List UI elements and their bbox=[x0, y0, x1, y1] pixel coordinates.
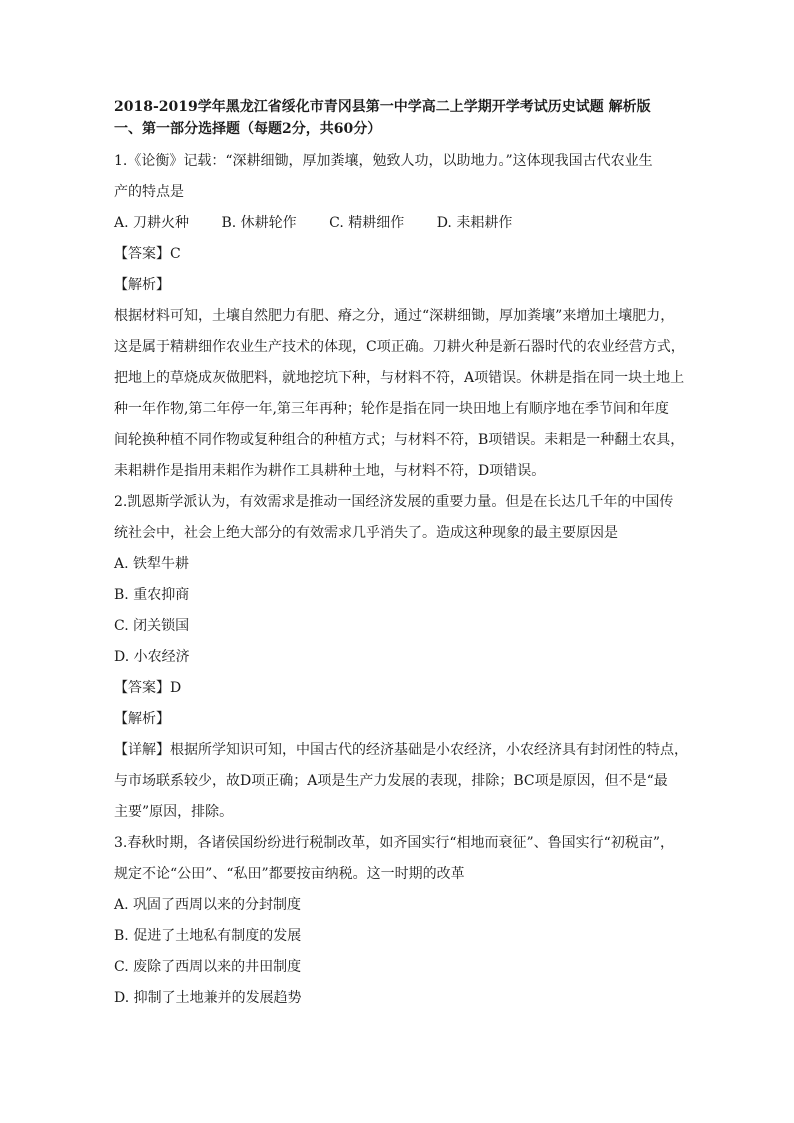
question-1 bbox=[114, 146, 686, 487]
question-2 bbox=[114, 487, 686, 828]
option-b: B. 休耕轮作 bbox=[221, 215, 297, 231]
analysis-line: 这是属于精耕细作农业生产技术的体现，C项正确。刀耕火种是新石器时代的农业经营方式， bbox=[114, 339, 685, 355]
option-c: C. 闭关锁国 bbox=[114, 618, 190, 634]
option-d: D. 抑制了土地兼并的发展趋势 bbox=[114, 990, 302, 1006]
stem-line: 3.春秋时期，各诸侯国纷纷进行税制改革，如齐国实行“相地而衰征”、鲁国实行“初税亩”， bbox=[114, 835, 674, 851]
option-d: D. 小农经济 bbox=[114, 649, 190, 665]
question-1-analysis-label: 【解析】 bbox=[114, 277, 170, 293]
analysis-line: 种一年作物,第二年停一年,第三年再种；轮作是指在同一块田地上有顺序地在季节间和年度 bbox=[114, 401, 669, 417]
analysis-line: 主要”原因，排除。 bbox=[114, 804, 234, 820]
stem-line: 1.《论衡》记载：“深耕细锄，厚加粪壤，勉致人功，以助地力。”这体现我国古代农业生 bbox=[114, 153, 653, 169]
question-2-analysis-label: 【解析】 bbox=[114, 711, 170, 727]
stem-line: 规定不论“公田”、“私田”都要按亩纳税。这一时期的改革 bbox=[114, 866, 465, 882]
analysis-line: 根据材料可知，土壤自然肥力有肥、瘠之分，通过“深耕细锄，厚加粪壤”来增加土壤肥力， bbox=[114, 308, 675, 324]
option-b: B. 重农抑商 bbox=[114, 587, 190, 603]
option-c: C. 废除了西周以来的井田制度 bbox=[114, 959, 302, 975]
section-heading: 一、第一部分选择题（每题2分，共60分） bbox=[114, 121, 382, 137]
stem-line: 统社会中，社会上绝大部分的有效需求几乎消失了。造成这种现象的最主要原因是 bbox=[114, 525, 618, 541]
option-c: C. 精耕细作 bbox=[329, 215, 405, 231]
option-d: D. 耒耜耕作 bbox=[436, 215, 513, 231]
stem-line: 产的特点是 bbox=[114, 184, 184, 200]
option-a: A. 巩固了西周以来的分封制度 bbox=[114, 897, 302, 913]
analysis-line: 间轮换种植不同作物或复种组合的种植方式；与材料不符，B项错误。耒耜是一种翻土农具， bbox=[114, 432, 685, 448]
question-2-analysis bbox=[114, 735, 686, 828]
question-2-answer: 【答案】D bbox=[114, 680, 182, 696]
stem-line: 2.凯恩斯学派认为，有效需求是推动一国经济发展的重要力量。但是在长达几千年的中国传 bbox=[114, 494, 674, 510]
analysis-line: 与市场联系较少，故D项正确；A项是生产力发展的表现，排除；BC项是原因，但不是“最 bbox=[114, 773, 668, 789]
question-1-stem bbox=[114, 146, 686, 208]
option-a: A. 铁犁牛耕 bbox=[114, 556, 190, 572]
analysis-line: 把地上的草烧成灰做肥料，就地挖坑下种，与材料不符，A项错误。休耕是指在同一块土地上 bbox=[114, 370, 685, 386]
question-1-options bbox=[114, 208, 686, 239]
document-title: 2018-2019学年黑龙江省绥化市青冈县第一中学高二上学期开学考试历史试题 解析版 bbox=[114, 99, 651, 115]
question-3-stem bbox=[114, 828, 686, 890]
option-b: B. 促进了土地私有制度的发展 bbox=[114, 928, 302, 944]
analysis-line: 耒耜耕作是指用耒耜作为耕作工具耕种土地，与材料不符，D项错误。 bbox=[114, 463, 546, 479]
question-2-stem bbox=[114, 487, 686, 549]
exam-page bbox=[114, 96, 686, 1014]
option-a: A. 刀耕火种 bbox=[114, 215, 190, 231]
question-3 bbox=[114, 828, 686, 1014]
analysis-line: 【详解】根据所学知识可知，中国古代的经济基础是小农经济，小农经济具有封闭性的特点， bbox=[114, 742, 688, 758]
question-1-analysis bbox=[114, 301, 686, 487]
question-1-answer: 【答案】C bbox=[114, 246, 181, 262]
